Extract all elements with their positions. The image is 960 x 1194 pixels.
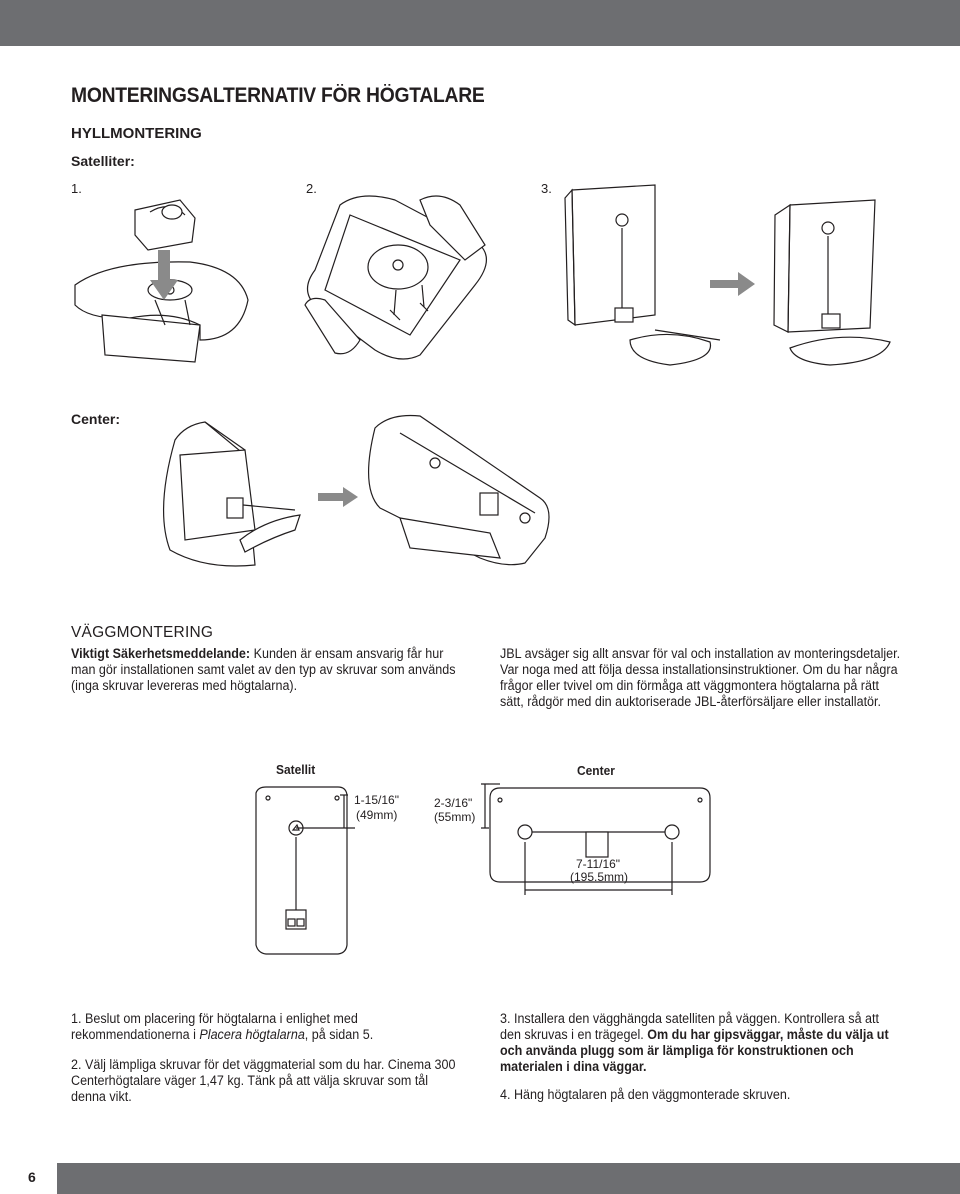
instruction-step-2: 2. Välj lämpliga skruvar för det väggmaterial som du har. Cinema 300 Centerhögtalare väger 1,47 kg. Tänk på att välja skruvar som tål denna vikt. [71,1057,456,1104]
center-bracket-illustration [145,410,305,570]
top-bar [0,0,960,46]
step1-text-b: , på sidan 5. [304,1027,374,1042]
warning-text [71,646,460,694]
arrow-right-icon [318,487,358,507]
sat-dim-in: 1-15/16" [354,793,399,807]
page-title: MONTERINGSALTERNATIV FÖR HÖGTALARE [71,84,485,107]
center-label: Center: [71,411,121,427]
instruction-step-3 [500,1011,889,1075]
step1-text-a: 1. Beslut om placering för högtalarna i enlighet med rekommendationerna i [71,1011,358,1042]
step-3-label: 3. [541,181,552,196]
center-back-diagram [475,780,715,910]
disclaimer-text: JBL avsäger sig allt ansvar för val och installation av monteringsdetaljer. Var noga med att följa dessa installationsinstruktioner. Om du har några frågor eller tvivel om din förmåga att väggmontera högtalarna på rätt sätt, rådgör med din auktoriserade JBL-återförsäljare eller installatör. [500,646,901,709]
step1-italic: Placera högtalarna [199,1027,305,1042]
sat-dim-mm: (49mm) [356,808,398,822]
center-mounted-illustration [360,408,560,568]
center-diagram-label: Center [577,763,615,778]
center-w-in: 7-11/16" [576,857,621,871]
page-number: 6 [28,1169,36,1185]
warning-bold: Viktigt Säkerhetsmeddelande: [71,646,251,661]
step3-bold: Om du har gipsväggar, måste du välja ut och använda plugg som är lämpliga för konstruktionen och materialen i dina väggar. [500,1027,889,1074]
satellite-diagram-label: Satellit [276,762,316,777]
satellite-back-diagram [250,785,360,960]
satellite-screws-illustration [300,185,500,360]
satellites-label: Satelliter: [71,153,135,169]
bottom-bar [57,1163,960,1194]
satellite-attach-illustration [560,180,900,375]
shelf-heading: HYLLMONTERING [71,125,202,142]
warning-body: Kunden är ensam ansvarig får hur man gör installationen samt valet av den typ av skruvar som används (inga skruvar levereras med högtalarna). [71,646,456,693]
center-h-in: 2-3/16" [434,796,473,810]
instruction-step-4: 4. Häng högtalaren på den väggmonterade skruven. [500,1087,791,1102]
step3-text: 3. Installera den vägghängda satelliten på väggen. Kontrollera så att den skruvas i en trägegel. [500,1011,880,1042]
step-2-label: 2. [306,181,317,196]
center-w-mm: (195.5mm) [570,870,629,884]
center-h-mm: (55mm) [434,810,476,824]
satellite-base-illustration [70,190,260,370]
step-1-label: 1. [71,181,82,196]
wall-heading: VÄGGMONTERING [71,624,214,641]
instruction-step-1 [71,1011,460,1043]
